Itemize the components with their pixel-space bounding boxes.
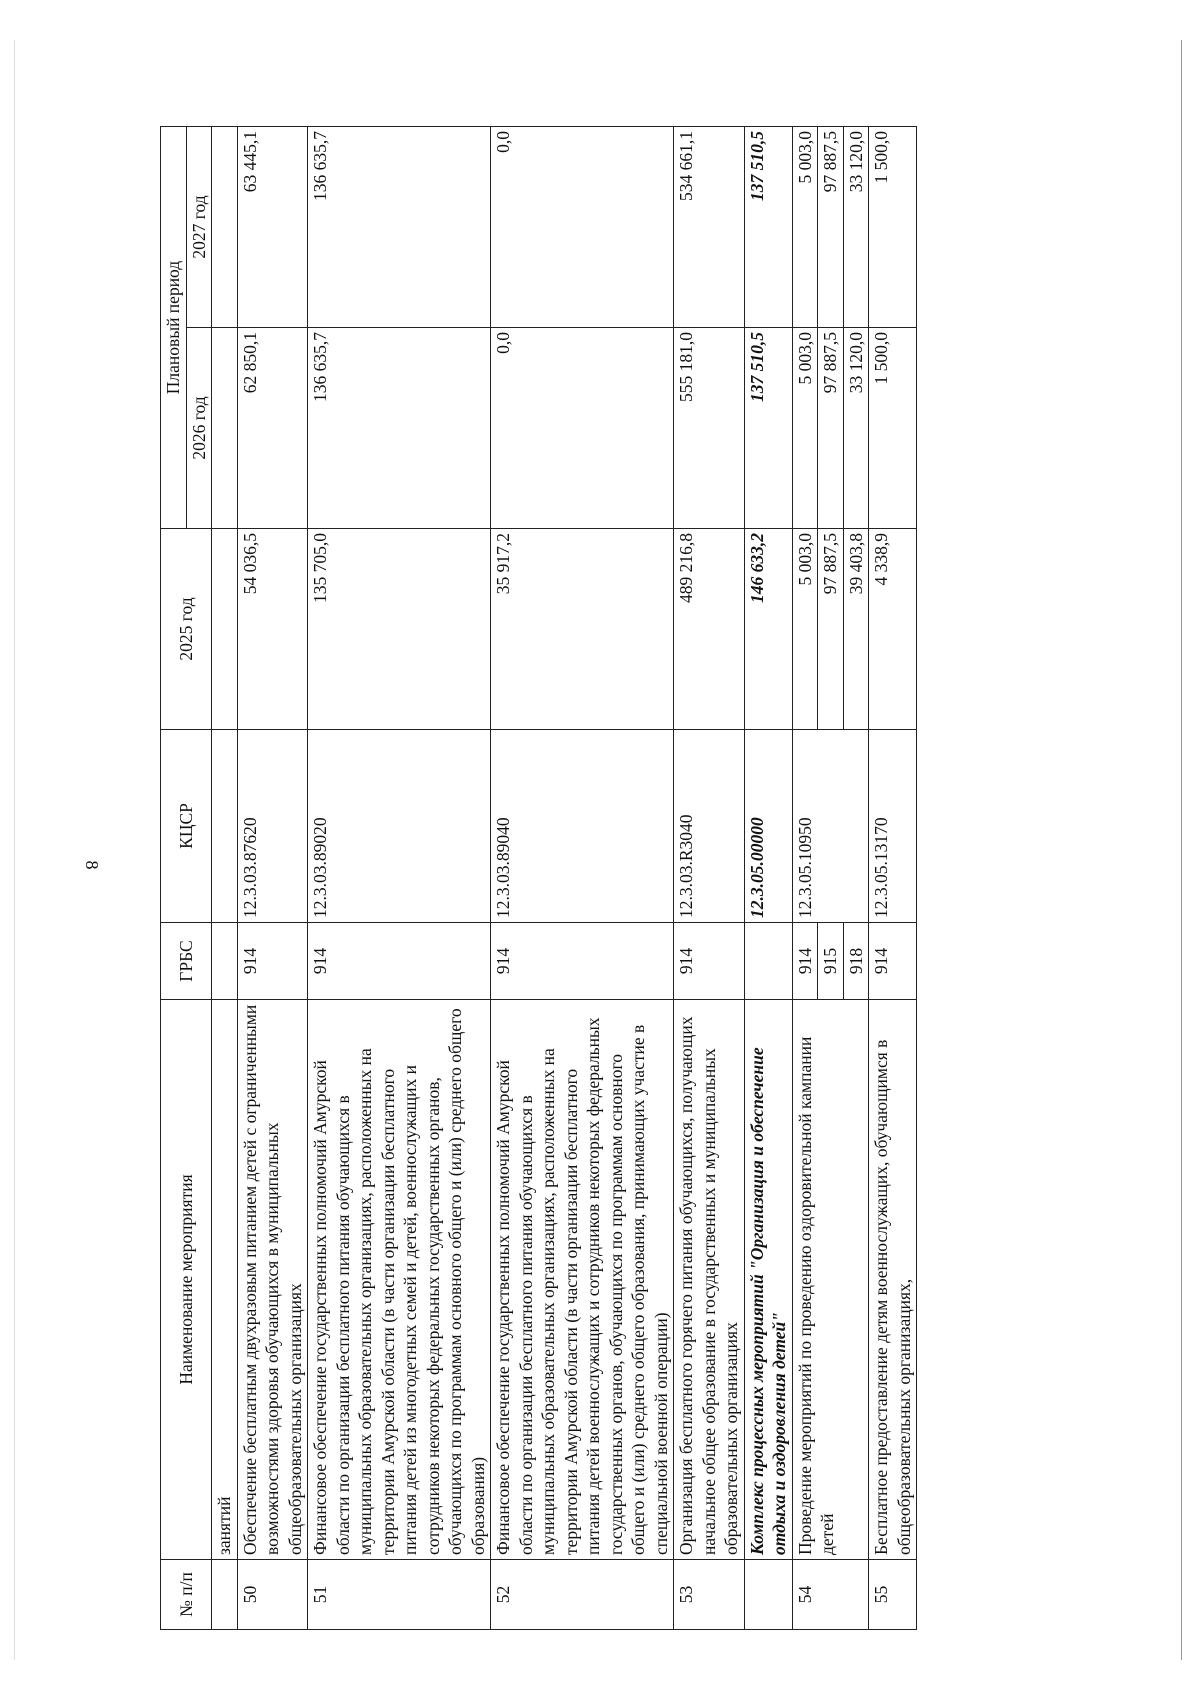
scan-edge-right bbox=[1181, 40, 1182, 1660]
rotated-page-content bbox=[160, 127, 960, 1630]
row-2027: 1 500,0 bbox=[869, 126, 917, 327]
table-row bbox=[869, 126, 917, 1629]
row-grbs: 918 bbox=[843, 923, 869, 1000]
table-row bbox=[674, 126, 745, 1629]
row-name: Финансовое обеспечение государственных полномочий Амурской области по организации бесплатного питания обучающихся в муниципальных образовательных организациях, расположенных на территории Амурской области (в части организации бесплатного питания детей военнослужащих и сотрудников некоторых федеральных государственных органов, обучающихся по программам основного общего и (или) среднего общего образования, принимающих участие в специальной военной операции) bbox=[491, 1000, 674, 1560]
header-2027: 2027 год bbox=[186, 126, 212, 327]
complex-grbs bbox=[744, 923, 792, 1000]
row-name: Обеспечение бесплатным двухразовым питанием детей с ограниченными возможностями здоровья обучающихся в муниципальных общеобразовательных организациях bbox=[237, 1000, 308, 1560]
row-2027: 136 635,7 bbox=[308, 126, 491, 327]
header-plan-period: Плановый период bbox=[161, 126, 187, 528]
row-2026: 136 635,7 bbox=[308, 328, 491, 529]
row-kcsr: 12.3.03.89020 bbox=[308, 730, 491, 923]
row-name: Финансовое обеспечение государственных полномочий Амурской области по организации бесплатного питания обучающихся в муниципальных образовательных организациях, расположенных на территории Амурской области (в части организации бесплатного питания детей из многодетных семей и детей, военнослужащих и сотрудников некоторых федеральных государственных органов, обучающихся по программам основного общего и (или) среднего общего образования) bbox=[308, 1000, 491, 1560]
row-no: 52 bbox=[491, 1560, 674, 1630]
row-grbs: 914 bbox=[674, 923, 745, 1000]
header-2025: 2025 год bbox=[161, 529, 212, 730]
row-grbs: 914 bbox=[308, 923, 491, 1000]
row-grbs: 914 bbox=[792, 923, 818, 1000]
row-2026: 555 181,0 bbox=[674, 328, 745, 529]
header-name: Наименование мероприятия bbox=[161, 1000, 212, 1560]
row-no: 55 bbox=[869, 1560, 917, 1630]
row-kcsr: 12.3.03.87620 bbox=[237, 730, 308, 923]
complex-kcsr: 12.3.05.00000 bbox=[744, 730, 792, 923]
row-2025: 4 338,9 bbox=[869, 529, 917, 730]
header-kcsr: КЦСР bbox=[161, 730, 212, 923]
continuation-row bbox=[212, 126, 238, 1629]
row-2025: 39 403,8 bbox=[843, 529, 869, 730]
row-2027: 33 120,0 bbox=[843, 126, 869, 327]
row-2025: 135 705,0 bbox=[308, 529, 491, 730]
row-2025: 489 216,8 bbox=[674, 529, 745, 730]
row-no: 51 bbox=[308, 1560, 491, 1630]
row-2027: 5 003,0 bbox=[792, 126, 818, 327]
row-2025: 54 036,5 bbox=[237, 529, 308, 730]
page-number: 8 bbox=[82, 860, 102, 870]
row-2027: 0,0 bbox=[491, 126, 674, 327]
row-2025: 35 917,2 bbox=[491, 529, 674, 730]
row-grbs: 914 bbox=[869, 923, 917, 1000]
header-grbs: ГРБС bbox=[161, 923, 212, 1000]
row-kcsr: 12.3.03.R3040 bbox=[674, 730, 745, 923]
table-row-54-a bbox=[792, 126, 818, 1629]
row-grbs: 914 bbox=[237, 923, 308, 1000]
row-grbs: 914 bbox=[491, 923, 674, 1000]
row-name: Проведение мероприятий по проведению оздоровительной кампании детей bbox=[792, 1000, 869, 1560]
row-kcsr: 12.3.05.10950 bbox=[792, 730, 869, 923]
row-name: Организация бесплатного горячего питания обучающихся, получающих начальное общее образование в государственных и муниципальных образовательных организациях bbox=[674, 1000, 745, 1560]
row-2025: 5 003,0 bbox=[792, 529, 818, 730]
header-row-1 bbox=[161, 126, 187, 1629]
row-2027: 63 445,1 bbox=[237, 126, 308, 327]
row-2025: 97 887,5 bbox=[818, 529, 844, 730]
continuation-no bbox=[212, 1560, 238, 1630]
continuation-text: занятий bbox=[212, 1000, 238, 1560]
complex-no bbox=[744, 1560, 792, 1630]
row-2027: 534 661,1 bbox=[674, 126, 745, 327]
header-no: № п/п bbox=[161, 1560, 212, 1630]
complex-2027: 137 510,5 bbox=[744, 126, 792, 327]
row-no: 53 bbox=[674, 1560, 745, 1630]
complex-2026: 137 510,5 bbox=[744, 328, 792, 529]
row-2026: 5 003,0 bbox=[792, 328, 818, 529]
table-row bbox=[237, 126, 308, 1629]
row-2026: 33 120,0 bbox=[843, 328, 869, 529]
row-2027: 97 887,5 bbox=[818, 126, 844, 327]
row-2026: 62 850,1 bbox=[237, 328, 308, 529]
row-kcsr: 12.3.03.89040 bbox=[491, 730, 674, 923]
row-name: Бесплатное предоставление детям военнослужащих, обучающимся в общеобразовательных организациях, bbox=[869, 1000, 917, 1560]
row-no: 50 bbox=[237, 1560, 308, 1630]
table-row bbox=[491, 126, 674, 1629]
row-2026: 1 500,0 bbox=[869, 328, 917, 529]
complex-total-row bbox=[744, 126, 792, 1629]
row-2026: 0,0 bbox=[491, 328, 674, 529]
row-2026: 97 887,5 bbox=[818, 328, 844, 529]
complex-name: Комплекс процессных мероприятий "Организация и обеспечение отдыха и оздоровления детей" bbox=[744, 1000, 792, 1560]
row-kcsr: 12.3.05.13170 bbox=[869, 730, 917, 923]
budget-table bbox=[160, 126, 917, 1630]
row-no: 54 bbox=[792, 1560, 869, 1630]
scan-edge-left bbox=[14, 40, 15, 1660]
row-grbs: 915 bbox=[818, 923, 844, 1000]
table-row bbox=[308, 126, 491, 1629]
header-2026: 2026 год bbox=[186, 328, 212, 529]
complex-2025: 146 633,2 bbox=[744, 529, 792, 730]
